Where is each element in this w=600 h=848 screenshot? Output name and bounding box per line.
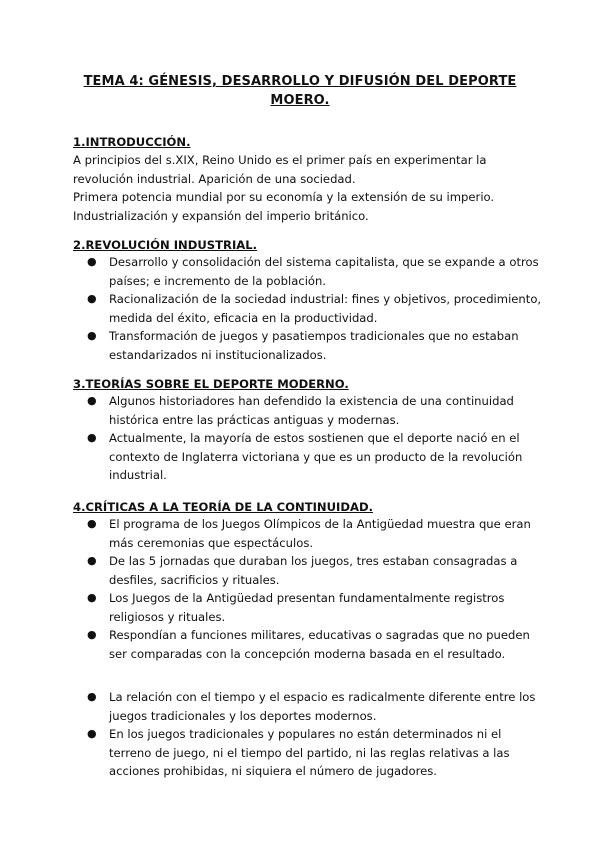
list-item: ● Racionalización de la sociedad industrial: fines y objetivos, procedimiento, medida del éxito, eficacia en la productividad. — [87, 292, 542, 325]
bullet-list-revolucion-industrial — [73, 253, 543, 364]
bullet-icon: ● — [87, 431, 97, 444]
list-item: ● En los juegos tradicionales y populares no están determinados ni el terreno de juego, ni el tiempo del partido, ni las reglas relativas a las acciones prohibidas, ni siquiera el número de jugadores. — [87, 727, 510, 778]
list-item: ● La relación con el tiempo y el espacio es radicalmente diferente entre los juegos tradicionales y los deportes modernos. — [87, 690, 536, 723]
section-heading-criticas: 4.CRÍTICAS A LA TEORÍA DE LA CONTINUIDAD. — [73, 500, 373, 514]
bullet-icon: ● — [87, 727, 97, 740]
section-heading-introduccion: 1.INTRODUCCIÓN. — [73, 135, 191, 149]
list-item: ● Transformación de juegos y pasatiempos tradicionales que no estaban estandarizados ni institucionalizados. — [87, 329, 519, 362]
bullet-icon: ● — [87, 554, 97, 567]
bullet-icon: ● — [87, 517, 97, 530]
paragraph-line: Primera potencia mundial por su economía y la extensión de su imperio. — [73, 190, 495, 204]
list-item: ● Desarrollo y consolidación del sistema capitalista, que se expande a otros países; e incremento de la población. — [87, 255, 539, 288]
list-item: ● Respondían a funciones militares, educativas o sagradas que no pueden ser comparadas con la concepción moderna basada en el resultado. — [87, 628, 530, 661]
bullet-icon: ● — [87, 329, 97, 342]
paragraph-line: A principios del s.XIX, Reino Unido es el primer país en experimentar la revolución industrial. Aparición de una sociedad. — [73, 153, 487, 186]
bullet-icon: ● — [87, 394, 97, 407]
bullet-icon: ● — [87, 591, 97, 604]
bullet-list-criticas-continued — [73, 688, 543, 781]
bullet-list-criticas — [73, 515, 543, 663]
bullet-icon: ● — [87, 292, 97, 305]
section-paragraph-introduccion — [73, 151, 543, 225]
paragraph-line: Industrialización y expansión del imperio británico. — [73, 208, 369, 223]
bullet-list-teorias — [73, 392, 543, 485]
list-item: ● Actualmente, la mayoría de estos sostienen que el deporte nació en el contexto de Inglaterra victoriana y que es un producto de la revolución industrial. — [87, 431, 523, 482]
list-item: ● Los Juegos de la Antigüedad presentan fundamentalmente registros religiosos y rituales. — [87, 591, 505, 624]
bullet-icon: ● — [87, 255, 97, 268]
bullet-icon: ● — [87, 690, 97, 703]
section-heading-revolucion-industrial: 2.REVOLUCIÓN INDUSTRIAL. — [73, 238, 258, 252]
bullet-icon: ● — [87, 628, 97, 641]
list-item: ● Algunos historiadores han defendido la existencia de una continuidad histórica entre las prácticas antiguas y modernas. — [87, 394, 514, 427]
list-item: ● De las 5 jornadas que duraban los juegos, tres estaban consagradas a desfiles, sacrificios y rituales. — [87, 554, 518, 587]
list-item: ● El programa de los Juegos Olímpicos de la Antigüedad muestra que eran más ceremonias que espectáculos. — [87, 517, 531, 550]
document-title: TEMA 4: GÉNESIS, DESARROLLO Y DIFUSIÓN DEL DEPORTE MOERO. — [83, 74, 517, 108]
section-heading-teorias: 3.TEORÍAS SOBRE EL DEPORTE MODERNO. — [73, 377, 349, 391]
